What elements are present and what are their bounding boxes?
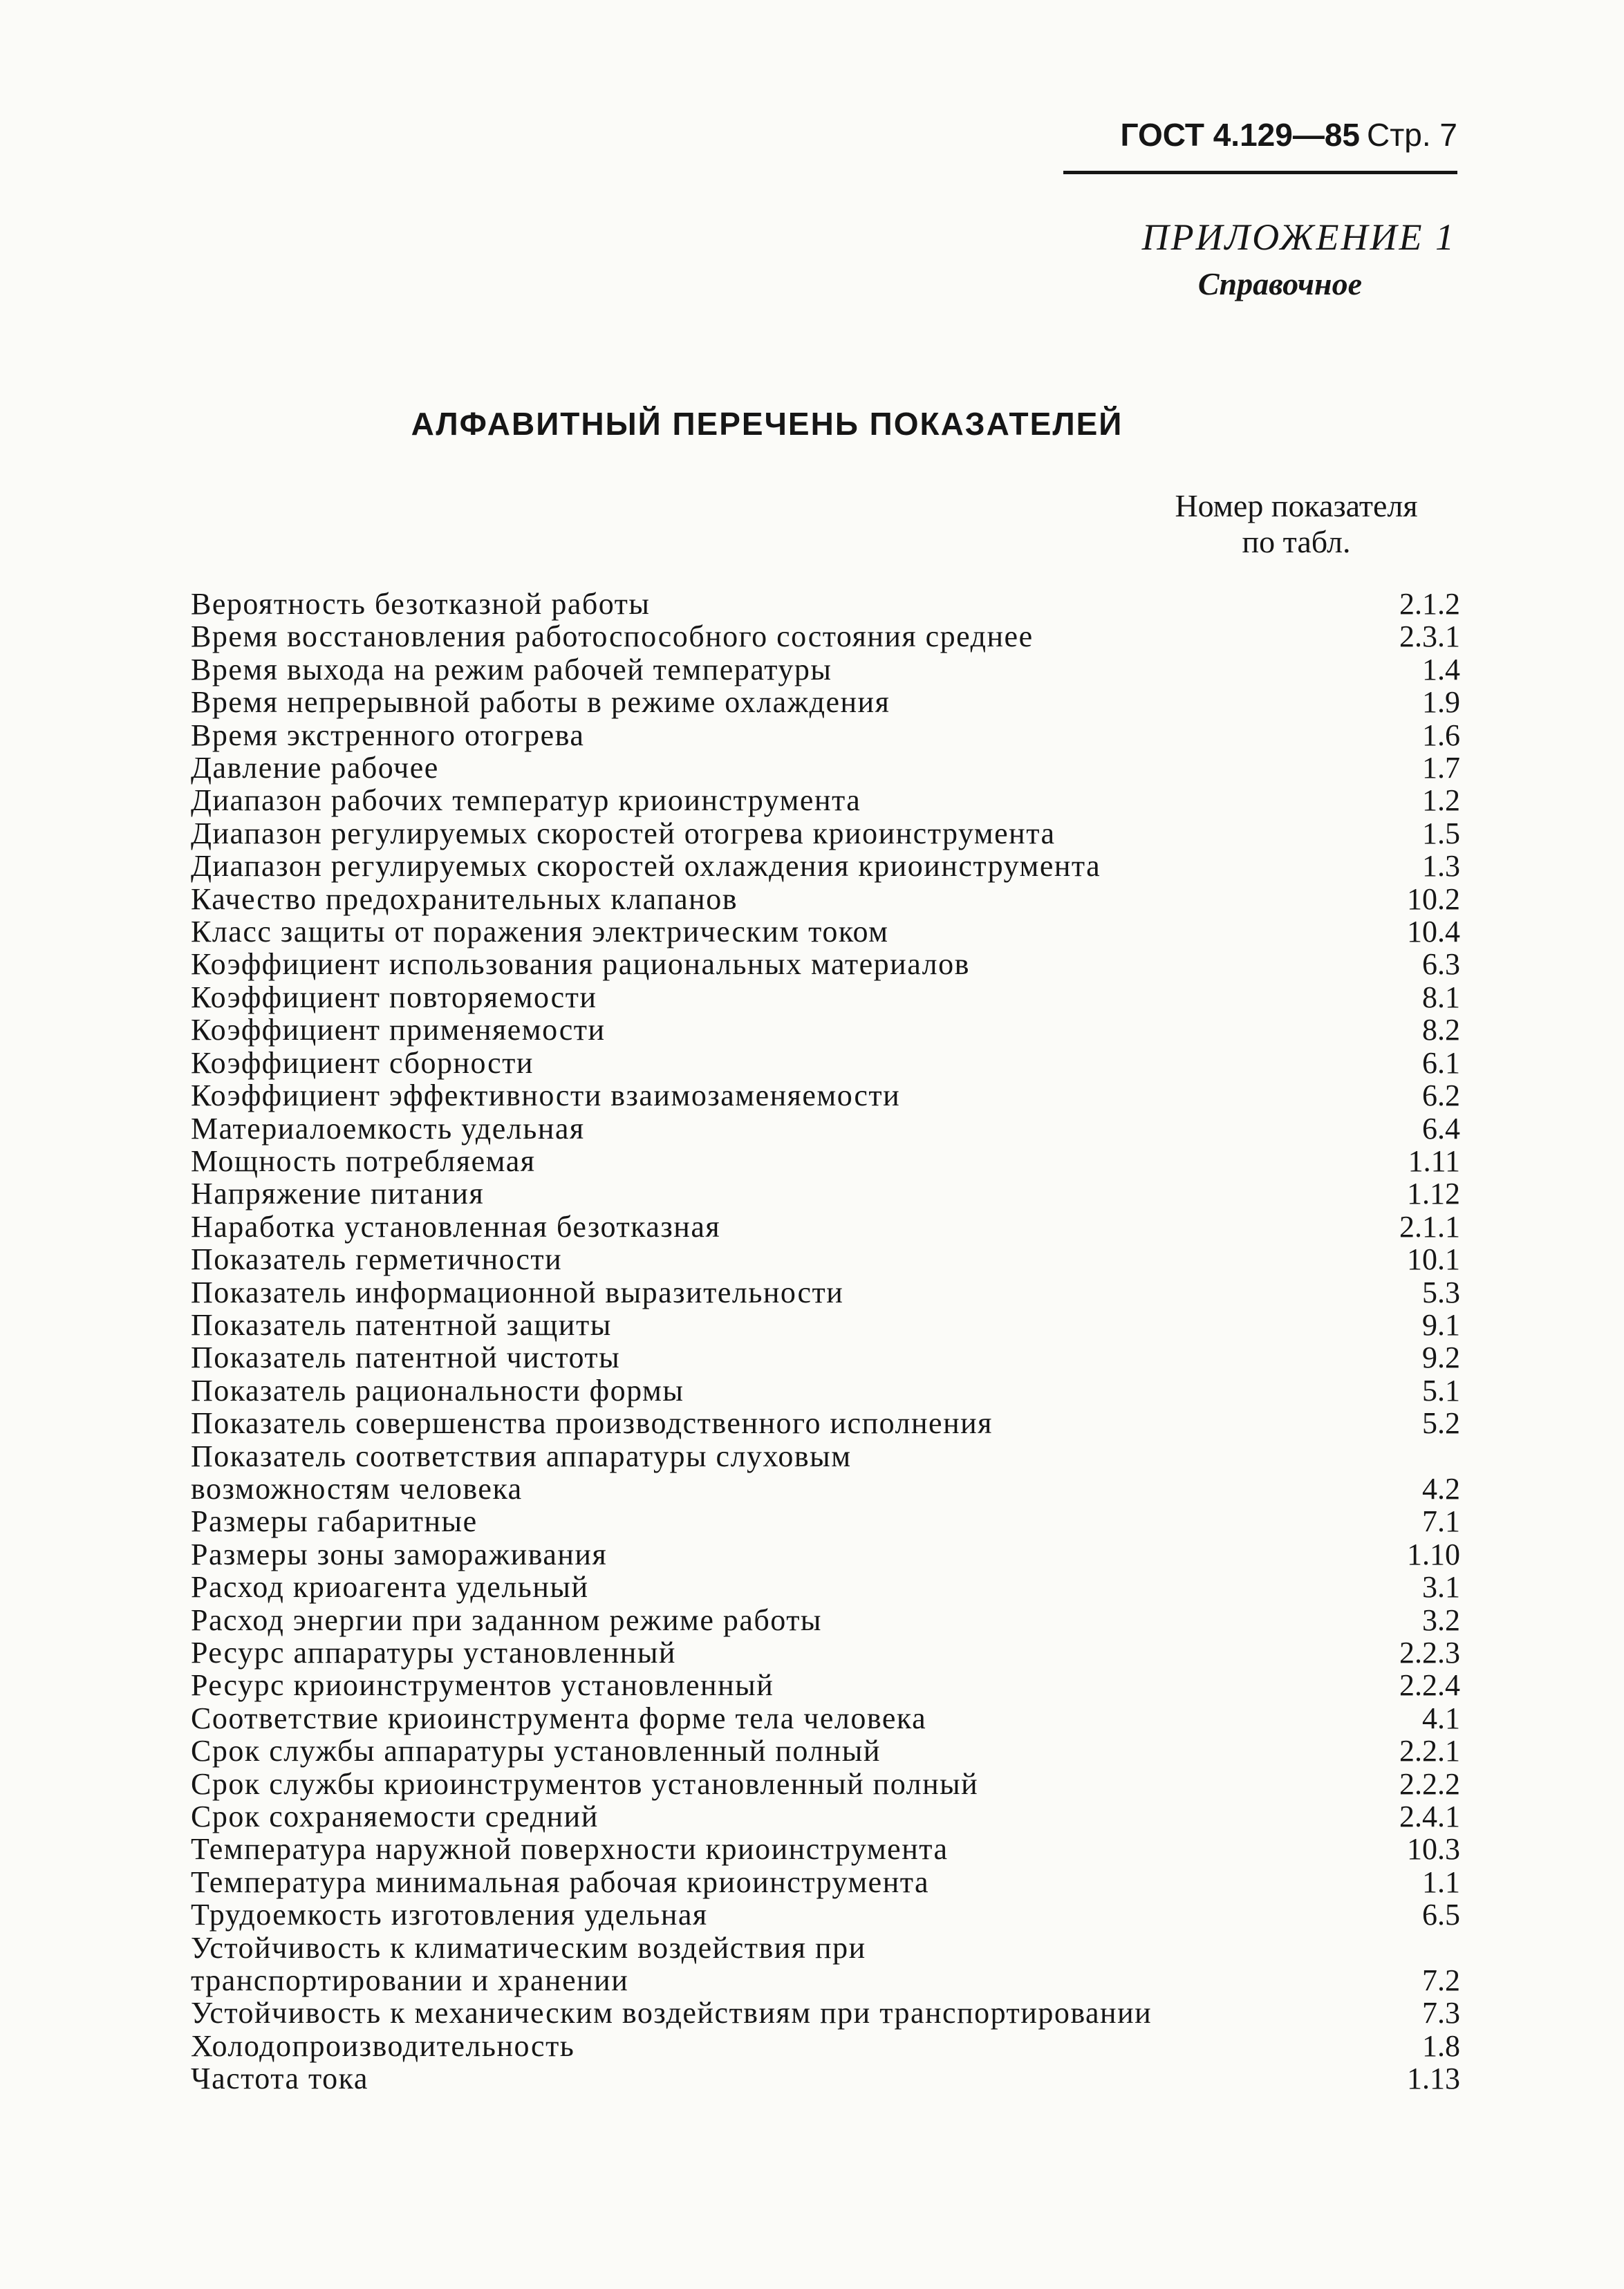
indicator-name: Холодопроизводительность [191,2028,575,2063]
indicator-table-number: 1.2 [1422,783,1460,818]
indicator-name: Коэффициент сборности [191,1045,534,1080]
indicator-name: Показатель совершенства производственного исполнения [191,1406,993,1441]
list-item [191,1079,1460,1112]
indicator-name: Материалоемкость удельная [191,1111,585,1146]
list-item [191,981,1460,1013]
indicator-name: Давление рабочее [191,751,439,785]
indicator-table-number: 1.11 [1408,1143,1460,1178]
indicator-table-number: 1.8 [1422,2028,1460,2063]
indicator-name: Время выхода на режим рабочей температуры [191,652,832,686]
list-item [191,1571,1460,1603]
list-item [191,784,1460,816]
list-item [191,1898,1460,1931]
indicator-table-number: 9.1 [1422,1307,1460,1342]
indicator-name: Напряжение питания [191,1177,485,1211]
indicator-name: Расход энергии при заданном режиме работы [191,1603,822,1637]
list-item [191,1735,1460,1767]
indicator-name: Устойчивость к механическим воздействиям при транспортировании [191,1996,1152,2030]
standard-number: ГОСТ 4.129—85 [1120,117,1360,153]
indicator-table-number: 7.3 [1422,1996,1460,2030]
indicator-name: Устойчивость к климатическим воздействия при транспортировании и хранении [191,1930,866,1998]
column-header-line: Номер показателя [1175,488,1418,523]
column-header-line: по табл. [1242,524,1351,559]
indicator-name: Время экстренного отогрева [191,718,585,752]
list-item [191,1309,1460,1341]
list-item [191,1341,1460,1374]
indicator-name: Соответствие криоинструмента форме тела человека [191,1701,927,1735]
indicator-table-number: 1.10 [1407,1537,1460,1571]
indicator-name: Температура наружной поверхности криоинструмента [191,1832,949,1867]
indicator-name: Показатель патентной чистоты [191,1340,621,1375]
list-item [191,850,1460,882]
indicator-table-number: 6.1 [1422,1045,1460,1080]
list-item [191,2030,1460,2062]
list-item [191,1177,1460,1210]
indicator-table-number: 6.3 [1422,947,1460,982]
list-item [191,588,1460,620]
indicator-name: Показатель патентной защиты [191,1307,612,1342]
indicator-name: Срок службы криоинструментов установленный полный [191,1766,979,1801]
indicator-table-number: 2.2.1 [1399,1734,1460,1768]
indicator-table-number: 7.2 [1422,1963,1460,1998]
list-item [191,1243,1460,1276]
indicator-table-number: 1.13 [1407,2062,1460,2096]
indicator-table-number: 8.1 [1422,980,1460,1014]
indicator-table-number: 1.5 [1422,816,1460,850]
list-item [191,1505,1460,1538]
list-item [191,1211,1460,1243]
list-item [191,1800,1460,1833]
list-item [191,1604,1460,1636]
list-item [191,817,1460,850]
indicator-name: Показатель соответствия аппаратуры слуховым возможностям человека [191,1439,852,1506]
indicator-table-number: 2.3.1 [1399,619,1460,654]
indicator-table-number: 2.2.3 [1399,1636,1460,1670]
indicator-name: Наработка установленная безотказная [191,1209,721,1244]
indicator-table-number: 5.3 [1422,1275,1460,1309]
list-item [191,1112,1460,1145]
list-item [191,1636,1460,1669]
indicator-name: Время восстановления работоспособного состояния среднее [191,619,1034,654]
indicator-name: Качество предохранительных клапанов [191,881,738,916]
list-item [191,751,1460,784]
indicator-table-number: 6.2 [1422,1078,1460,1113]
indicator-name: Диапазон рабочих температур криоинструмента [191,783,861,818]
list-item [191,915,1460,948]
list-item [191,883,1460,915]
indicator-table-number: 1.9 [1422,685,1460,720]
indicator-table-number: 5.2 [1422,1406,1460,1441]
indicator-name: Показатель герметичности [191,1242,563,1277]
list-item [191,2062,1460,2095]
indicator-table-number: 1.3 [1422,849,1460,884]
indicator-name: Вероятность безотказной работы [191,587,651,621]
list-item [191,719,1460,751]
list-item [191,1407,1460,1439]
list-item [191,653,1460,686]
indicator-table-number: 8.2 [1422,1013,1460,1047]
indicator-name: Время непрерывной работы в режиме охлаждения [191,685,890,720]
list-item [191,1997,1460,2029]
document-title: АЛФАВИТНЫЙ ПЕРЕЧЕНЬ ПОКАЗАТЕЛЕЙ [411,406,1123,442]
indicator-name: Диапазон регулируемых скоростей охлаждения криоинструмента [191,849,1101,884]
indicator-table-number: 1.12 [1407,1177,1460,1211]
indicator-table-number: 2.2.4 [1399,1668,1460,1703]
indicator-table-number: 2.2.2 [1399,1766,1460,1801]
indicator-table-number: 10.2 [1407,881,1460,916]
indicator-name: Ресурс аппаратуры установленный [191,1636,676,1670]
indicator-table-number: 10.1 [1407,1242,1460,1277]
indicator-table-number: 1.1 [1422,1865,1460,1899]
list-item [191,1833,1460,1865]
indicator-table-number: 10.4 [1407,915,1460,949]
indicator-table-number: 1.4 [1422,652,1460,686]
list-item [191,686,1460,718]
indicator-name: Размеры габаритные [191,1504,478,1539]
indicator-name: Коэффициент применяемости [191,1013,606,1047]
indicator-table-number: 2.1.1 [1399,1209,1460,1244]
list-item [191,1374,1460,1407]
indicator-table-number: 10.3 [1407,1832,1460,1867]
page-header [1063,116,1457,174]
list-item [191,1932,1460,1997]
indicator-name: Срок сохраняемости средний [191,1800,599,1834]
indicator-name: Коэффициент повторяемости [191,980,597,1014]
indicator-name: Частота тока [191,2062,368,2096]
indicator-name: Коэффициент эффективности взаимозаменяемости [191,1078,901,1113]
indicator-table-number: 5.1 [1422,1373,1460,1408]
indicator-name: Температура минимальная рабочая криоинструмента [191,1865,930,1899]
indicator-name: Расход криоагента удельный [191,1570,589,1605]
indicator-table-number: 1.7 [1422,751,1460,785]
indicator-table-number: 3.1 [1422,1570,1460,1605]
indicator-table-number: 1.6 [1422,718,1460,752]
list-item [191,1538,1460,1571]
indicator-name: Размеры зоны замораживания [191,1537,608,1571]
list-item [191,620,1460,653]
indicator-name: Показатель информационной выразительности [191,1275,844,1309]
list-item [191,1866,1460,1898]
appendix-label: ПРИЛОЖЕНИЕ 1 [1141,216,1456,258]
indicator-table-number: 2.1.2 [1399,587,1460,621]
list-item [191,1702,1460,1735]
list-item [191,1013,1460,1046]
indicator-name: Мощность потребляемая [191,1143,536,1178]
list-item [191,1276,1460,1309]
indicator-index-list [191,588,1460,2095]
indicator-name: Ресурс криоинструментов установленный [191,1668,774,1703]
list-item [191,1768,1460,1800]
list-item [191,948,1460,980]
list-item [191,1145,1460,1177]
indicator-table-number: 3.2 [1422,1603,1460,1637]
indicator-name: Трудоемкость изготовления удельная [191,1898,708,1932]
list-item [191,1440,1460,1506]
indicator-table-number: 4.2 [1422,1471,1460,1506]
page-number: Стр. 7 [1366,117,1457,153]
indicator-table-number: 6.5 [1422,1898,1460,1932]
appendix-type: Справочное [1197,266,1362,301]
indicator-table-number: 6.4 [1422,1111,1460,1146]
indicator-name: Показатель рациональности формы [191,1373,684,1408]
indicator-name: Срок службы аппаратуры установленный полный [191,1734,881,1768]
column-header [1134,488,1459,560]
indicator-table-number: 4.1 [1422,1701,1460,1735]
indicator-table-number: 2.4.1 [1399,1800,1460,1834]
indicator-table-number: 9.2 [1422,1340,1460,1375]
list-item [191,1047,1460,1079]
list-item [191,1669,1460,1701]
indicator-table-number: 7.1 [1422,1504,1460,1539]
indicator-name: Диапазон регулируемых скоростей отогрева криоинструмента [191,816,1056,850]
indicator-name: Класс защиты от поражения электрическим током [191,915,889,949]
indicator-name: Коэффициент использования рациональных материалов [191,947,970,982]
